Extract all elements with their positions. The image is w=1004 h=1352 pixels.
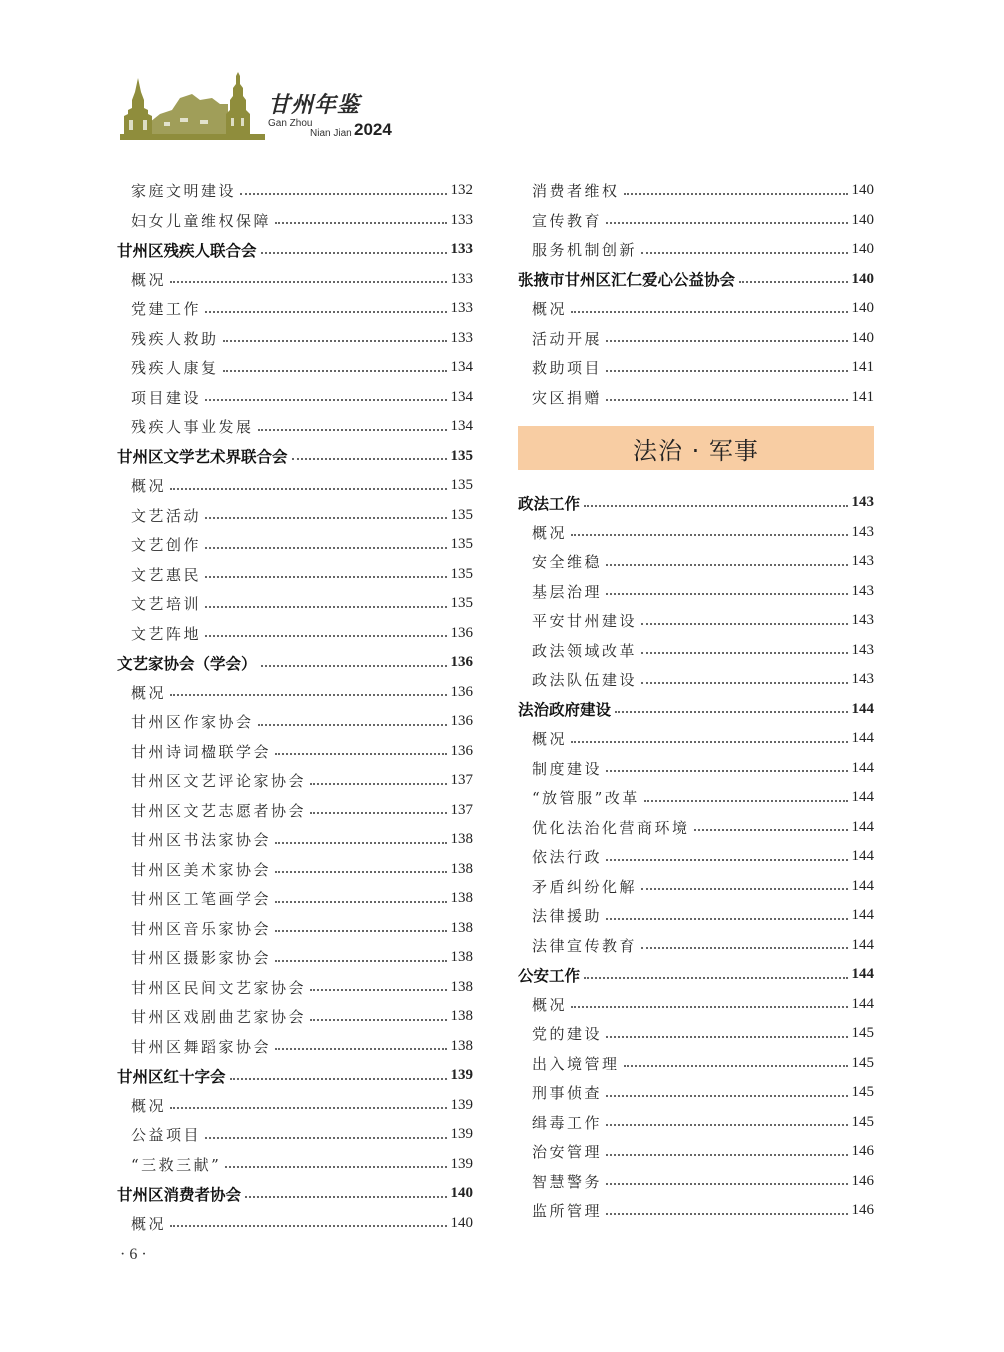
toc-entry[interactable] xyxy=(518,1196,874,1226)
toc-entry-page: 140 xyxy=(851,329,874,346)
toc-entry-page: 138 xyxy=(450,1008,473,1025)
dot-leader xyxy=(641,652,847,654)
toc-entry-title: 概况 xyxy=(532,995,568,1014)
dot-leader xyxy=(615,711,847,713)
toc-entry[interactable] xyxy=(518,176,874,206)
toc-entry-page: 140 xyxy=(851,300,874,317)
toc-left-column xyxy=(117,176,473,1238)
toc-entry-title: 基层治理 xyxy=(532,582,603,601)
toc-entry-page: 144 xyxy=(851,966,874,983)
toc-entry-title: 甘州诗词楹联学会 xyxy=(131,742,272,761)
toc-entry[interactable] xyxy=(117,825,473,855)
toc-entry-title: 概况 xyxy=(131,270,167,289)
toc-entry-page: 135 xyxy=(450,595,473,612)
dot-leader xyxy=(571,311,847,313)
toc-entry-title: 概况 xyxy=(532,523,568,542)
brand-subtitle-1: Gan Zhou xyxy=(268,118,313,129)
toc-entry[interactable] xyxy=(117,501,473,531)
toc-entry-title: 甘州区文艺志愿者协会 xyxy=(131,801,307,820)
dot-leader xyxy=(310,989,446,991)
dot-leader xyxy=(205,635,446,637)
toc-entry-title: 甘州区书法家协会 xyxy=(131,831,272,850)
toc-entry-title: 党的建设 xyxy=(532,1025,603,1044)
toc-entry-title: 政法领域改革 xyxy=(532,641,638,660)
dot-leader xyxy=(606,1036,847,1038)
toc-entry-title: 甘州区舞蹈家协会 xyxy=(131,1037,272,1056)
toc-entry-title: 概况 xyxy=(131,683,167,702)
toc-entry[interactable] xyxy=(518,1019,874,1049)
toc-entry-page: 144 xyxy=(851,848,874,865)
toc-entry-page: 133 xyxy=(450,211,473,228)
toc-entry-title: “放管服”改革 xyxy=(532,789,640,808)
toc-entry-page: 136 xyxy=(450,683,473,700)
toc-entry-title: 甘州区工笔画学会 xyxy=(131,890,272,909)
toc-entry-page: 138 xyxy=(450,860,473,877)
toc-entry[interactable] xyxy=(117,589,473,619)
toc-entry-title: 公益项目 xyxy=(131,1126,202,1145)
toc-entry-title: 灾区捐赠 xyxy=(532,388,603,407)
toc-entry-page: 143 xyxy=(851,641,874,658)
toc-entry-title: 项目建设 xyxy=(131,388,202,407)
dot-leader xyxy=(606,1095,847,1097)
dot-leader xyxy=(261,252,447,254)
toc-entry-page: 146 xyxy=(851,1143,874,1160)
toc-entry-title: 平安甘州建设 xyxy=(532,612,638,631)
toc-entry-page: 141 xyxy=(851,359,874,376)
dot-leader xyxy=(225,1166,446,1168)
toc-entry[interactable] xyxy=(117,353,473,383)
toc-entry-title: 概况 xyxy=(131,1096,167,1115)
toc-entry[interactable] xyxy=(117,176,473,206)
toc-entry[interactable] xyxy=(117,206,473,236)
dot-leader xyxy=(606,1124,847,1126)
toc-entry[interactable] xyxy=(117,471,473,501)
toc-entry[interactable] xyxy=(117,737,473,767)
toc-entry[interactable] xyxy=(117,943,473,973)
toc-entry-page: 140 xyxy=(851,241,874,258)
dot-leader xyxy=(170,281,446,283)
toc-entry-title: 刑事侦查 xyxy=(532,1084,603,1103)
toc-entry[interactable] xyxy=(117,294,473,324)
dot-leader xyxy=(641,888,847,890)
toc-entry-page: 135 xyxy=(450,536,473,553)
toc-entry[interactable] xyxy=(518,383,874,413)
toc-entry-page: 145 xyxy=(851,1084,874,1101)
toc-entry-page: 138 xyxy=(450,831,473,848)
toc-entry-page: 140 xyxy=(450,1214,473,1231)
toc-entry-page: 143 xyxy=(851,553,874,570)
toc-entry-page: 133 xyxy=(450,300,473,317)
toc-entry-title: 监所管理 xyxy=(532,1202,603,1221)
toc-entry-title: “三救三献” xyxy=(131,1155,222,1174)
toc-entry-title: 概况 xyxy=(532,730,568,749)
toc-entry-title: 残疾人康复 xyxy=(131,359,219,378)
dot-leader xyxy=(606,1213,847,1215)
toc-entry-title: 文艺活动 xyxy=(131,506,202,525)
toc-entry-title: 缉毒工作 xyxy=(532,1113,603,1132)
toc-entry-title: 甘州区作家协会 xyxy=(131,713,254,732)
toc-entry-title: 文艺创作 xyxy=(131,536,202,555)
toc-entry-page: 144 xyxy=(851,759,874,776)
dot-leader xyxy=(606,1154,847,1156)
toc-entry-title: 文艺阵地 xyxy=(131,624,202,643)
dot-leader xyxy=(606,340,847,342)
toc-entry-title: 甘州区残疾人联合会 xyxy=(117,241,257,260)
toc-entry[interactable] xyxy=(518,636,874,666)
toc-entry[interactable] xyxy=(117,914,473,944)
toc-entry[interactable] xyxy=(117,530,473,560)
dot-leader xyxy=(606,564,847,566)
toc-entry[interactable] xyxy=(518,1108,874,1138)
toc-entry-title: 甘州区美术家协会 xyxy=(131,860,272,879)
toc-entry[interactable] xyxy=(518,872,874,902)
dot-leader xyxy=(205,576,446,578)
dot-leader xyxy=(739,281,847,283)
dot-leader xyxy=(584,977,847,979)
toc-entry[interactable] xyxy=(518,518,874,548)
toc-entry-title: 家庭文明建设 xyxy=(131,182,237,201)
dot-leader xyxy=(606,370,847,372)
toc-entry-title: 文艺培训 xyxy=(131,595,202,614)
toc-entry-page: 135 xyxy=(450,565,473,582)
dot-leader xyxy=(240,193,446,195)
dot-leader xyxy=(275,222,446,224)
toc-entry-page: 138 xyxy=(450,919,473,936)
toc-entry-title: 活动开展 xyxy=(532,329,603,348)
dot-leader xyxy=(641,252,847,254)
toc-entry-title: 甘州区音乐家协会 xyxy=(131,919,272,938)
dot-leader xyxy=(624,193,848,195)
toc-entry-page: 139 xyxy=(450,1155,473,1172)
brand-year: 2024 xyxy=(354,120,392,139)
toc-entry[interactable] xyxy=(117,678,473,708)
toc-entry-page: 139 xyxy=(450,1096,473,1113)
toc-entry-page: 135 xyxy=(450,477,473,494)
dot-leader xyxy=(170,488,446,490)
brand-subtitle-2: Nian Jian xyxy=(310,128,352,139)
toc-entry[interactable] xyxy=(518,1078,874,1108)
dot-leader xyxy=(205,311,446,313)
dot-leader xyxy=(606,593,847,595)
running-header xyxy=(120,70,420,142)
toc-entry[interactable] xyxy=(117,560,473,590)
toc-heading[interactable] xyxy=(117,1061,473,1091)
toc-entry-title: 智慧警务 xyxy=(532,1172,603,1191)
toc-entry-title: 概况 xyxy=(131,1214,167,1233)
toc-entry-page: 135 xyxy=(450,447,473,464)
dot-leader xyxy=(624,1065,848,1067)
toc-entry[interactable] xyxy=(518,577,874,607)
section-banner: 法治 · 军事 xyxy=(518,426,874,470)
toc-entry-title: 概况 xyxy=(532,300,568,319)
toc-entry-page: 145 xyxy=(851,1113,874,1130)
dot-leader xyxy=(606,859,847,861)
toc-entry[interactable] xyxy=(117,796,473,826)
toc-entry-page: 144 xyxy=(851,700,874,717)
toc-right-bottom xyxy=(518,488,874,1226)
toc-entry[interactable] xyxy=(518,235,874,265)
dot-leader xyxy=(641,682,847,684)
toc-entry-title: 出入境管理 xyxy=(532,1054,620,1073)
dot-leader xyxy=(275,901,446,903)
dot-leader xyxy=(606,222,847,224)
dot-leader xyxy=(641,947,847,949)
dot-leader xyxy=(292,458,447,460)
dot-leader xyxy=(571,1006,847,1008)
toc-entry-title: 党建工作 xyxy=(131,300,202,319)
toc-entry[interactable] xyxy=(518,1049,874,1079)
toc-entry-page: 132 xyxy=(450,182,473,199)
dot-leader xyxy=(275,753,446,755)
toc-entry-title: 张掖市甘州区汇仁爱心公益协会 xyxy=(518,271,736,290)
toc-entry-page: 146 xyxy=(851,1202,874,1219)
dot-leader xyxy=(205,399,446,401)
toc-entry-title: 甘州区戏剧曲艺家协会 xyxy=(131,1008,307,1027)
dot-leader xyxy=(245,1196,446,1198)
toc-entry-page: 140 xyxy=(851,211,874,228)
toc-entry-title: 文艺家协会（学会） xyxy=(117,654,257,673)
toc-entry[interactable] xyxy=(117,1091,473,1121)
dot-leader xyxy=(205,1137,446,1139)
dot-leader xyxy=(230,1078,447,1080)
toc-entry[interactable] xyxy=(117,383,473,413)
toc-entry-page: 144 xyxy=(851,907,874,924)
toc-entry-page: 144 xyxy=(851,995,874,1012)
toc-entry[interactable] xyxy=(117,412,473,442)
toc-entry-page: 138 xyxy=(450,890,473,907)
dot-leader xyxy=(258,724,447,726)
toc-entry-page: 143 xyxy=(851,671,874,688)
dot-leader xyxy=(275,930,446,932)
toc-heading[interactable] xyxy=(518,695,874,725)
dot-leader xyxy=(571,741,847,743)
toc-entry-page: 133 xyxy=(450,270,473,287)
toc-entry-title: 服务机制创新 xyxy=(532,241,638,260)
toc-entry-title: 宣传教育 xyxy=(532,211,603,230)
dot-leader xyxy=(310,1019,446,1021)
toc-entry-title: 制度建设 xyxy=(532,759,603,778)
page-number: · 6 · xyxy=(120,1246,147,1263)
toc-right-column xyxy=(518,176,874,1226)
toc-entry-page: 140 xyxy=(450,1185,473,1202)
toc-entry-page: 138 xyxy=(450,949,473,966)
toc-entry-page: 136 xyxy=(450,742,473,759)
toc-entry-title: 甘州区红十字会 xyxy=(117,1067,226,1086)
toc-entry-title: 妇女儿童维权保障 xyxy=(131,211,272,230)
brand-title: 甘州年鉴 xyxy=(268,92,361,118)
toc-entry[interactable] xyxy=(518,1137,874,1167)
toc-entry-title: 消费者维权 xyxy=(532,182,620,201)
toc-entry[interactable] xyxy=(117,855,473,885)
toc-entry-page: 138 xyxy=(450,1037,473,1054)
toc-heading[interactable] xyxy=(117,1179,473,1209)
toc-entry-title: 依法行政 xyxy=(532,848,603,867)
toc-entry-title: 优化法治化营商环境 xyxy=(532,818,690,837)
dot-leader xyxy=(205,606,446,608)
toc-entry-title: 文艺惠民 xyxy=(131,565,202,584)
toc-entry-page: 136 xyxy=(450,713,473,730)
dot-leader xyxy=(223,370,447,372)
toc-entry[interactable] xyxy=(117,1209,473,1239)
toc-entry[interactable] xyxy=(518,665,874,695)
toc-entry[interactable] xyxy=(518,206,874,236)
toc-entry-title: 法治政府建设 xyxy=(518,701,612,720)
toc-entry-page: 144 xyxy=(851,818,874,835)
toc-entry-title: 法律宣传教育 xyxy=(532,936,638,955)
toc-entry-page: 144 xyxy=(851,730,874,747)
toc-entry-page: 139 xyxy=(450,1126,473,1143)
toc-entry-page: 135 xyxy=(450,506,473,523)
landscape-pagoda-logo xyxy=(120,70,265,142)
toc-entry[interactable] xyxy=(117,884,473,914)
toc-entry[interactable] xyxy=(518,901,874,931)
toc-entry-page: 140 xyxy=(851,182,874,199)
toc-entry-title: 残疾人事业发展 xyxy=(131,418,254,437)
dot-leader xyxy=(644,800,848,802)
toc-entry-page: 143 xyxy=(851,523,874,540)
toc-heading[interactable] xyxy=(518,488,874,518)
toc-entry-page: 134 xyxy=(450,418,473,435)
toc-heading[interactable] xyxy=(518,960,874,990)
toc-entry-title: 公安工作 xyxy=(518,966,581,985)
toc-entry[interactable] xyxy=(117,1150,473,1180)
toc-heading[interactable] xyxy=(518,265,874,295)
toc-entry-title: 救助项目 xyxy=(532,359,603,378)
toc-entry-page: 143 xyxy=(851,494,874,511)
toc-entry[interactable] xyxy=(518,754,874,784)
dot-leader xyxy=(275,960,446,962)
dot-leader xyxy=(606,918,847,920)
toc-entry-page: 146 xyxy=(851,1172,874,1189)
toc-entry[interactable] xyxy=(518,990,874,1020)
toc-entry-title: 政法队伍建设 xyxy=(532,671,638,690)
toc-entry[interactable] xyxy=(518,547,874,577)
dot-leader xyxy=(223,340,447,342)
dot-leader xyxy=(170,1107,446,1109)
toc-entry-page: 144 xyxy=(851,936,874,953)
dot-leader xyxy=(275,1048,446,1050)
toc-entry-title: 残疾人救助 xyxy=(131,329,219,348)
toc-heading[interactable] xyxy=(117,235,473,265)
toc-entry-page: 133 xyxy=(450,241,473,258)
toc-entry[interactable] xyxy=(518,783,874,813)
toc-entry[interactable] xyxy=(117,707,473,737)
toc-entry[interactable] xyxy=(518,931,874,961)
toc-entry-page: 136 xyxy=(450,624,473,641)
toc-entry-title: 治安管理 xyxy=(532,1143,603,1162)
toc-entry-title: 甘州区消费者协会 xyxy=(117,1185,242,1204)
toc-entry[interactable] xyxy=(117,973,473,1003)
toc-entry-title: 安全维稳 xyxy=(532,553,603,572)
dot-leader xyxy=(258,429,447,431)
toc-entry[interactable] xyxy=(117,1032,473,1062)
toc-entry-page: 137 xyxy=(450,801,473,818)
toc-entry-page: 138 xyxy=(450,978,473,995)
toc-entry[interactable] xyxy=(117,1002,473,1032)
toc-entry-page: 137 xyxy=(450,772,473,789)
toc-entry-title: 法律援助 xyxy=(532,907,603,926)
toc-entry[interactable] xyxy=(518,324,874,354)
toc-entry-title: 甘州区摄影家协会 xyxy=(131,949,272,968)
toc-entry-page: 143 xyxy=(851,582,874,599)
dot-leader xyxy=(641,623,847,625)
toc-heading[interactable] xyxy=(117,442,473,472)
toc-entry-title: 矛盾纠纷化解 xyxy=(532,877,638,896)
toc-entry-title: 甘州区文艺评论家协会 xyxy=(131,772,307,791)
toc-entry[interactable] xyxy=(518,606,874,636)
dot-leader xyxy=(310,783,446,785)
toc-entry[interactable] xyxy=(518,813,874,843)
toc-entry-page: 144 xyxy=(851,877,874,894)
dot-leader xyxy=(205,547,446,549)
dot-leader xyxy=(205,517,446,519)
toc-entry[interactable] xyxy=(518,294,874,324)
dot-leader xyxy=(584,505,847,507)
toc-entry-page: 133 xyxy=(450,329,473,346)
toc-entry[interactable] xyxy=(117,324,473,354)
toc-entry-page: 141 xyxy=(851,388,874,405)
toc-entry-page: 136 xyxy=(450,654,473,671)
toc-entry[interactable] xyxy=(518,842,874,872)
toc-entry-title: 甘州区民间文艺家协会 xyxy=(131,978,307,997)
dot-leader xyxy=(170,1225,446,1227)
dot-leader xyxy=(275,842,446,844)
toc-entry-title: 政法工作 xyxy=(518,494,581,513)
dot-leader xyxy=(606,770,847,772)
dot-leader xyxy=(275,871,446,873)
toc-entry-title: 甘州区文学艺术界联合会 xyxy=(117,448,288,467)
toc-entry-title: 概况 xyxy=(131,477,167,496)
toc-entry[interactable] xyxy=(117,265,473,295)
toc-entry-page: 140 xyxy=(851,270,874,287)
toc-entry-page: 145 xyxy=(851,1054,874,1071)
toc-entry-page: 134 xyxy=(450,359,473,376)
toc-heading[interactable] xyxy=(117,648,473,678)
toc-entry[interactable] xyxy=(117,766,473,796)
toc-entry[interactable] xyxy=(518,724,874,754)
dot-leader xyxy=(310,812,446,814)
dot-leader xyxy=(694,829,848,831)
toc-entry-page: 145 xyxy=(851,1025,874,1042)
toc-entry[interactable] xyxy=(117,619,473,649)
toc-entry[interactable] xyxy=(518,1167,874,1197)
toc-right-top xyxy=(518,176,874,412)
dot-leader xyxy=(606,1183,847,1185)
toc-entry-page: 139 xyxy=(450,1067,473,1084)
toc-entry[interactable] xyxy=(117,1120,473,1150)
dot-leader xyxy=(170,694,446,696)
dot-leader xyxy=(261,665,447,667)
toc-entry-page: 143 xyxy=(851,612,874,629)
toc-entry[interactable] xyxy=(518,353,874,383)
dot-leader xyxy=(606,399,847,401)
toc-entry-page: 134 xyxy=(450,388,473,405)
toc-entry-page: 144 xyxy=(851,789,874,806)
dot-leader xyxy=(571,534,847,536)
